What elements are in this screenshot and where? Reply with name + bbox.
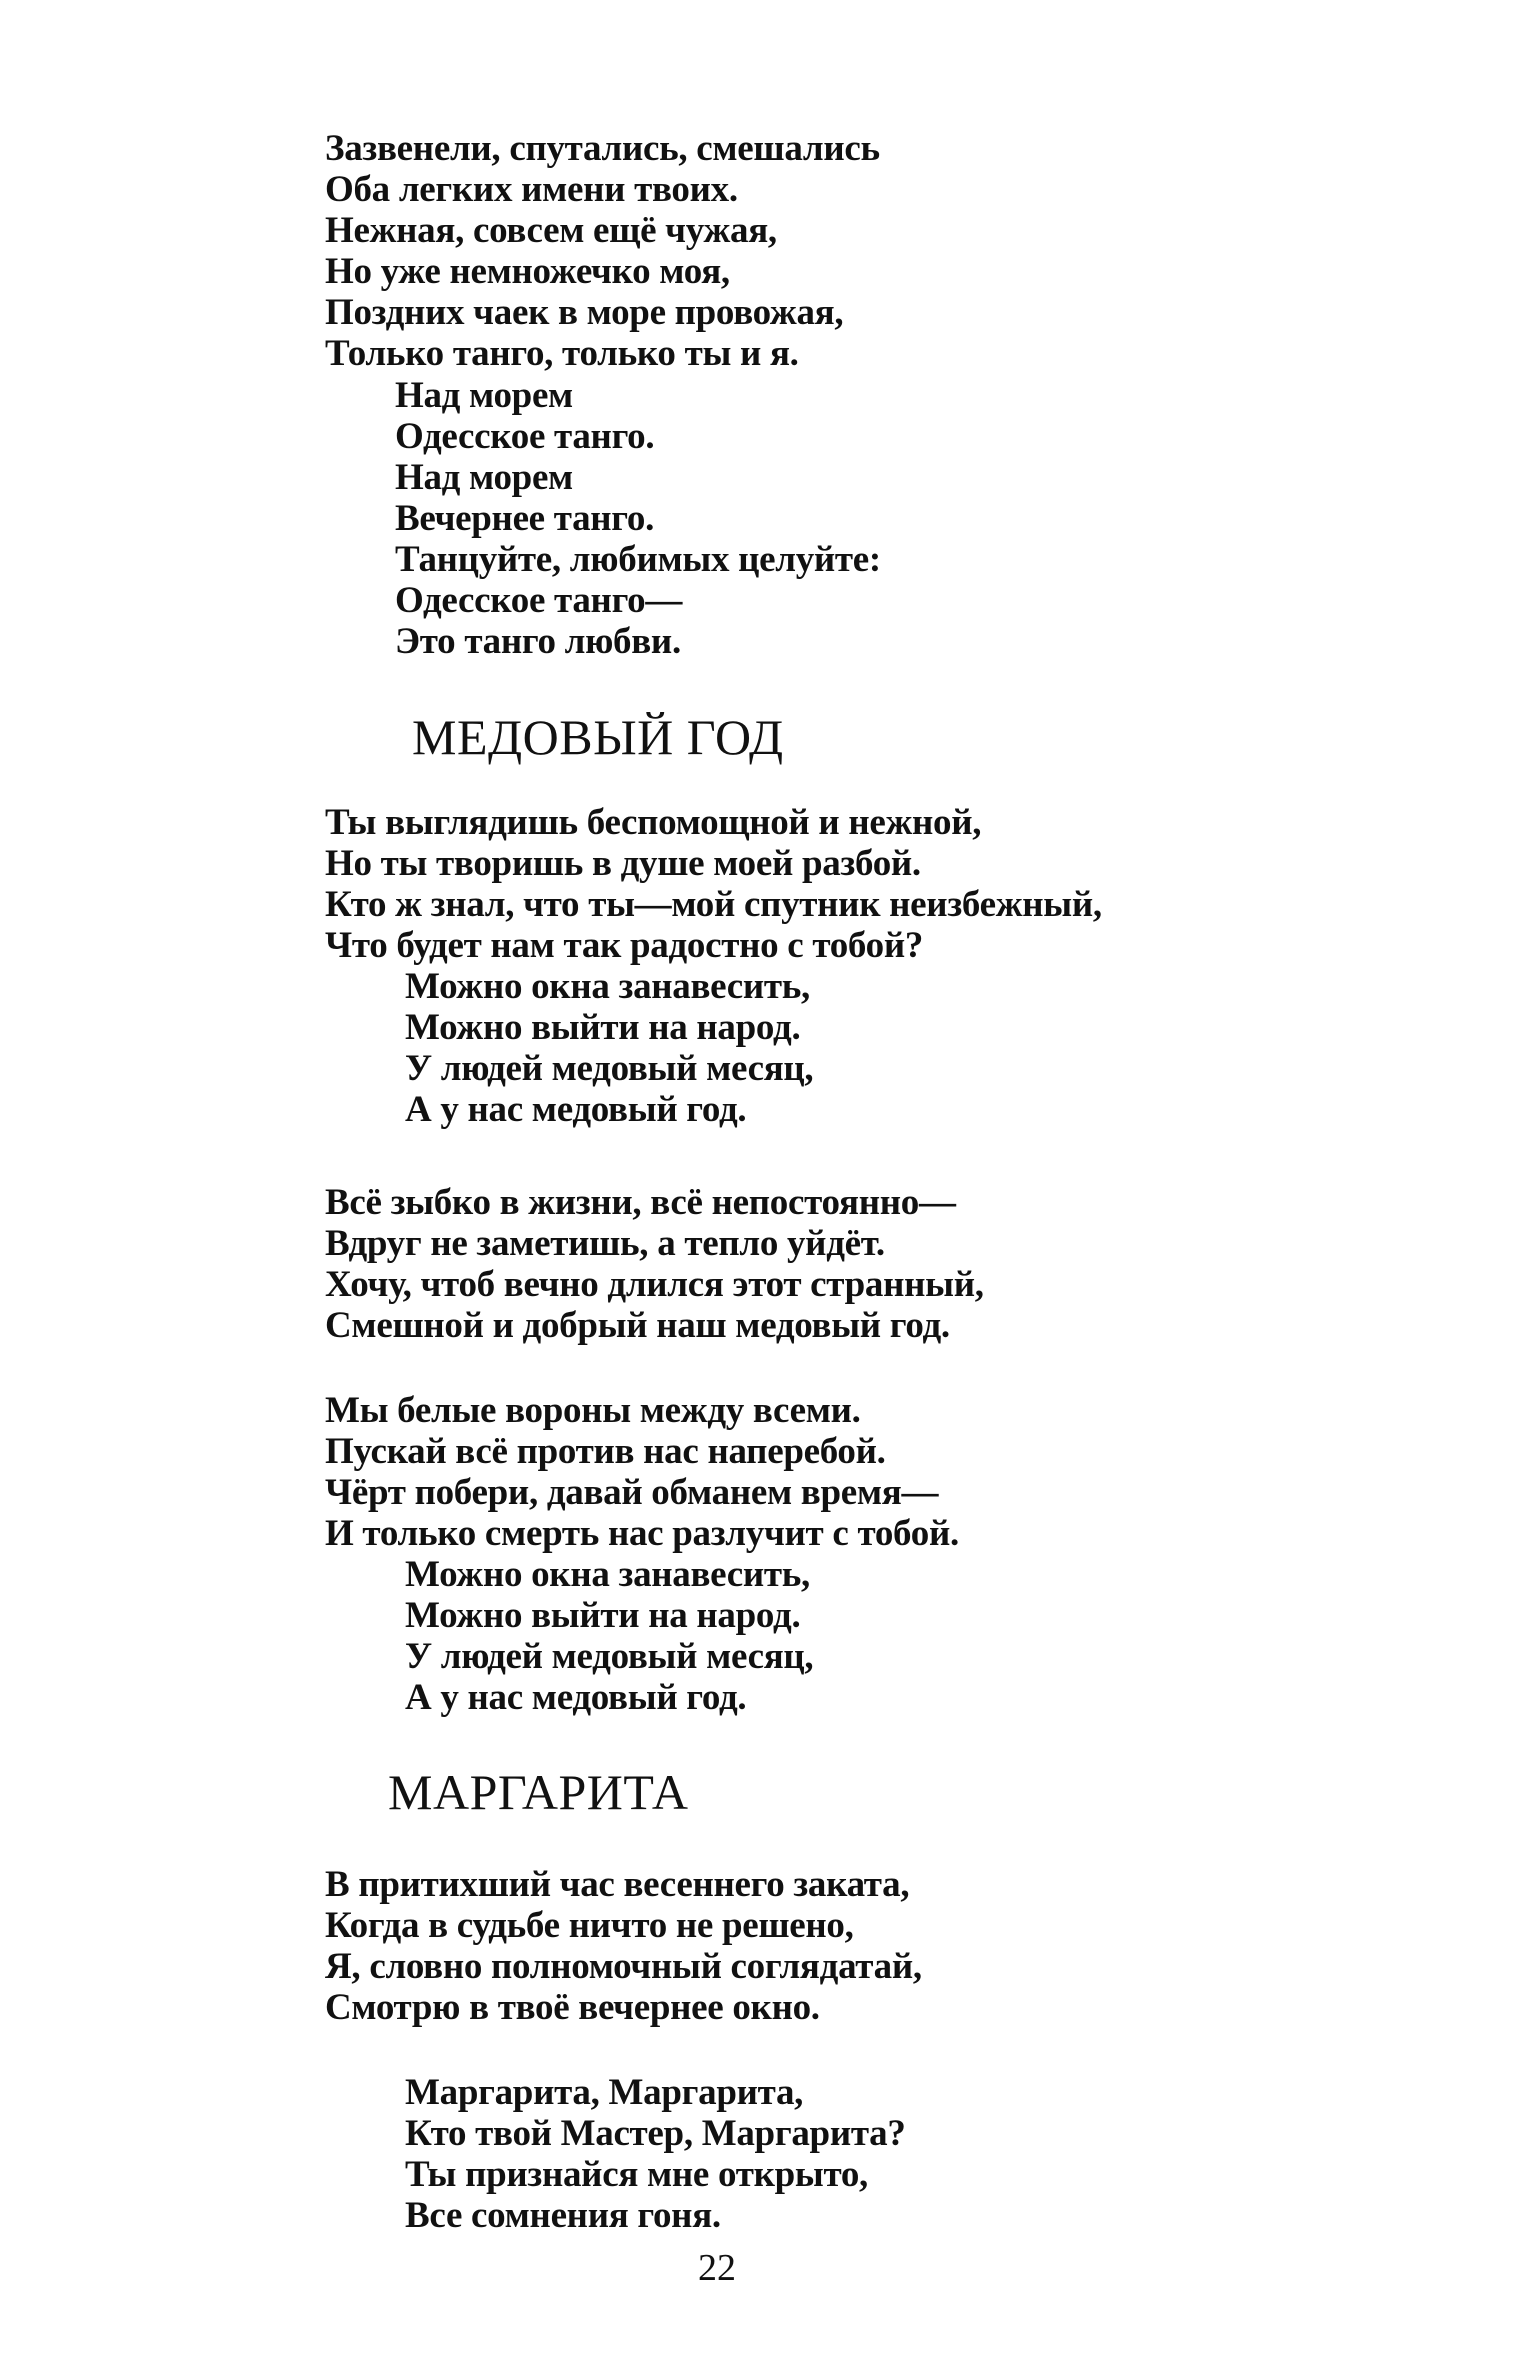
- verse-line: Всё зыбко в жизни, всё непостоянно—: [325, 1182, 956, 1223]
- refrain-line: Танцуйте, любимых целуйте:: [395, 539, 881, 580]
- verse-line: Поздних чаек в море провожая,: [325, 292, 844, 333]
- refrain-line: А у нас медовый год.: [405, 1089, 747, 1130]
- verse-line: Но уже немножечко моя,: [325, 251, 730, 292]
- verse-line: Чёрт побери, давай обманем время—: [325, 1472, 939, 1513]
- verse-line: Мы белые вороны между всеми.: [325, 1390, 861, 1431]
- verse-line: Оба легких имени твоих.: [325, 169, 738, 210]
- verse-line: Смешной и добрый наш медовый год.: [325, 1305, 950, 1346]
- refrain-line: Можно выйти на народ.: [405, 1007, 801, 1048]
- refrain-line: У людей медовый месяц,: [405, 1048, 814, 1089]
- poem-title: МАРГАРИТА: [388, 1764, 689, 1820]
- refrain-line: Можно окна занавесить,: [405, 1554, 810, 1595]
- refrain-line: Можно окна занавесить,: [405, 966, 810, 1007]
- refrain-line: Все сомнения гоня.: [405, 2195, 721, 2236]
- verse-line: Кто ж знал, что ты—мой спутник неизбежный,: [325, 884, 1102, 925]
- verse-line: Пускай всё против нас наперебой.: [325, 1431, 886, 1472]
- verse-line: Но ты творишь в душе моей разбой.: [325, 843, 921, 884]
- verse-line: Смотрю в твоё вечернее окно.: [325, 1987, 820, 2028]
- refrain-line: Одесское танго—: [395, 580, 683, 621]
- verse-line: Я, словно полномочный соглядатай,: [325, 1946, 922, 1987]
- poem-title: МЕДОВЫЙ ГОД: [412, 709, 784, 765]
- refrain-line: У людей медовый месяц,: [405, 1636, 814, 1677]
- refrain-line: Можно выйти на народ.: [405, 1595, 801, 1636]
- verse-line: И только смерть нас разлучит с тобой.: [325, 1513, 959, 1554]
- verse-line: Вдруг не заметишь, а тепло уйдёт.: [325, 1223, 885, 1264]
- refrain-line: Над морем: [395, 457, 573, 498]
- refrain-line: Вечернее танго.: [395, 498, 655, 539]
- refrain-line: Маргарита, Маргарита,: [405, 2072, 804, 2113]
- verse-line: Ты выглядишь беспомощной и нежной,: [325, 802, 982, 843]
- refrain-line: Это танго любви.: [395, 621, 681, 662]
- verse-line: Что будет нам так радостно с тобой?: [325, 925, 924, 966]
- verse-line: Только танго, только ты и я.: [325, 333, 799, 374]
- refrain-line: Ты признайся мне открыто,: [405, 2154, 868, 2195]
- page-number: 22: [698, 2247, 736, 2289]
- refrain-line: Над морем: [395, 375, 573, 416]
- refrain-line: Кто твой Мастер, Маргарита?: [405, 2113, 906, 2154]
- verse-line: В притихший час весеннего заката,: [325, 1864, 910, 1905]
- verse-line: Хочу, чтоб вечно длился этот странный,: [325, 1264, 984, 1305]
- verse-line: Нежная, совсем ещё чужая,: [325, 210, 777, 251]
- refrain-line: А у нас медовый год.: [405, 1677, 747, 1718]
- verse-line: Зазвенели, спутались, смешались: [325, 128, 880, 169]
- refrain-line: Одесское танго.: [395, 416, 655, 457]
- verse-line: Когда в судьбе ничто не решено,: [325, 1905, 854, 1946]
